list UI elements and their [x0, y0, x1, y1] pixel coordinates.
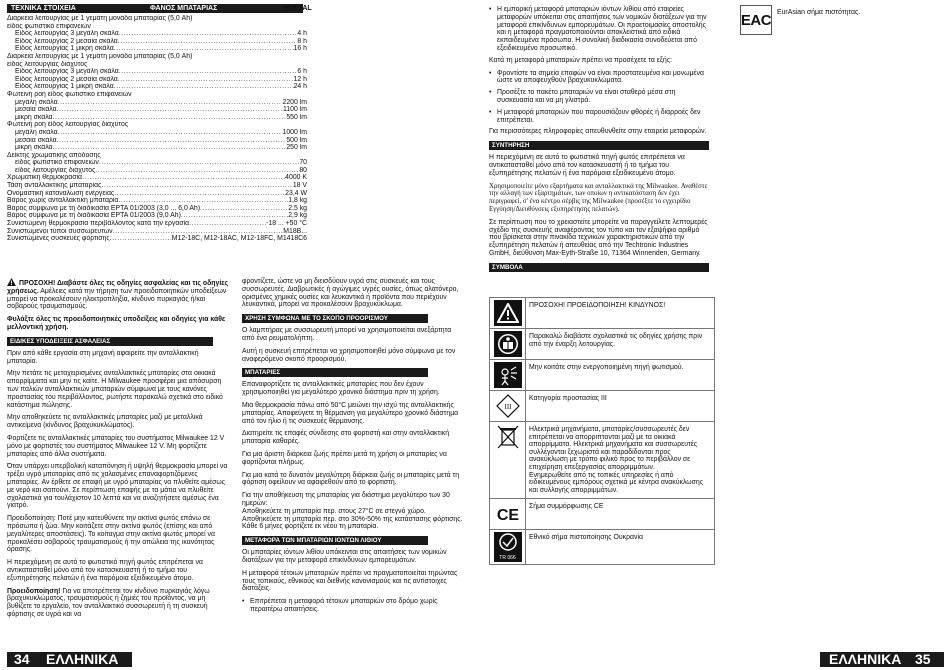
paragraph: Σε περίπτωση που το χρειαστείτε μπορείτε να παραγγείλετε λεπτομερές σχέδιο της συσκευής αναφέροντας τον τύπο και τον εξαψήφιο αριθμό που βρίσκεται στην πινακίδα τεχνικών χαρακτηριστικών από την εξυπηρέτηση πελατών ή απευθείας από την Techtronic Industries GmbH, διεύθυνση Max-Eyth-Straße 10, 71364 Winnenden, Germany.: [489, 218, 708, 257]
symbols-table: [489, 297, 715, 565]
read-manual-icon: [494, 331, 522, 357]
spec-row: [7, 38, 307, 46]
spec-leader: [110, 235, 172, 243]
paragraph: Ο λαμπτήρας με συσσωρευτή μπορεί να χρησιμοποιείται ανεξάρτητα από ένα ρευματολήπτη.: [242, 327, 452, 342]
spec-value: 1,8 kg: [288, 197, 307, 205]
spec-row: [7, 91, 307, 99]
eac-mark-icon: [740, 5, 772, 35]
spec-row: [7, 137, 307, 145]
spec-value: 4000 K: [285, 174, 307, 182]
spec-leader: [58, 99, 283, 107]
paragraph: Για την αποθήκευση της μπαταρίας για διάστημα μεγαλύτερο των 30 ημερών: Αποθηκεύετε τη μπαταρία περ. στους 27°C σε στεγνό χώρο. Αποθηκεύετε τη μπαταρία περ. στο 30%-50% της κατάστασης φόρτισης. Κάθε 6 μήνες φορτίζετε εκ νέου τη μπαταρία.: [242, 492, 463, 531]
paragraph: Χρησιμοποιείτε μόνο εξαρτήματα και ανταλλακτικά της Milwaukee. Αναθέστε την αλλαγή των εξαρτημάτων, των οποίων η αντικατάσταση δεν έχει περιγραφεί, σ' ένα κέντρο σέρβις της Milwaukee (προσέξτε το εγχειρίδιο Εγγύηση/Διευθύνσεις εξυπηρέτησης πελατών).: [489, 182, 708, 213]
spec-value: 1000 lm: [282, 128, 307, 136]
bullet-item: • Προσέξτε το πακέτο μπαταριών να είναι σταθερό μέσα στη συσκευασία και να μη γλιστρά.: [489, 89, 711, 105]
spec-label: Είδος λειτουργίας 3 μεγάλη σκάλα: [15, 68, 119, 76]
spec-row: [7, 106, 307, 114]
paragraph: Η μεταφορά τέτοιων μπαταριών πρέπει να πραγματοποιείται τηρώντας τους τοπικούς, εθνικούς και διεθνής κανονισμούς και τις αντίστοιχες διατάξεις.: [242, 569, 458, 593]
spec-value: 12 h: [293, 75, 307, 83]
spec-row: [7, 144, 307, 152]
spec-label: Βάρος χωρίς ανταλλακτική μπαταρία: [7, 197, 119, 205]
warning-triangle-icon: [494, 300, 522, 326]
spec-value: 16 h: [293, 45, 307, 53]
paragraph: Η περιεχόμενη σε αυτό το φωτιστικό πηγή φωτός επιτρέπεται να αντικατασταθεί μόνο από τον κατασκευαστή ή το τμήμα του εξυπηρέτησης πελατών ή ένα παρόμοια εξειδικευμένο άτομο.: [7, 559, 203, 582]
spec-row: [7, 220, 307, 228]
paragraph: Πριν από κάθε εργασία στη μηχανή αφαιρείτε την ανταλλακτική μπαταρία.: [7, 349, 199, 365]
eac-text: EurAsian σήμα πιστότητας.: [777, 9, 861, 16]
spec-label: Είδος λειτουργίας 2 μεσαία σκάλα: [15, 75, 118, 83]
warning-body: Για να αποτρέπεται τον κίνδυνο πυρκαγιάς λόγω βραχυκυκλώματος, τραυματισμούς ή ζημιές του προϊόντος, να μη βυθίζετε το εργαλείο, τον ανταλλακτικό συσσωρευτή ή τη συσκευή φόρτισης σε υγρά και να: [7, 587, 210, 618]
paragraph: Προειδοποίηση: Ποτέ μην κατευθύνετε την ακτίνα φωτός επάνω σε πρόσωπα ή ζώα. Μην κοιτάζετε στην ακτίνα φωτός (επίσης και από μεγαλύτερες αποστάσεις). Το κοίταγμα στην ακτίνα φωτός μπορεί να προκαλέσει σοβαρούς τραυματισμούς ή την απώλεια της ικανότητας όρασης.: [7, 515, 215, 554]
spec-row: [7, 129, 307, 137]
spec-label: Φωτεινή ροή είδος λειτουργίας διάχυτος: [7, 121, 129, 129]
symbol-row: [490, 329, 715, 360]
paragraph: Επαναφορτίζετε τις ανταλλακτικές μπαταρίες που δεν έχουν χρησιμοποιηθεί για μεγαλύτερο χρονικό διάστημα πριν τη χρήση.: [242, 381, 440, 397]
spec-row: [7, 83, 307, 91]
spec-label: Δείκτης χρωματικής απόδοσης: [7, 151, 101, 159]
symbol-icon-cell: [490, 329, 526, 360]
spec-label: μεσαία σκάλα: [15, 106, 57, 114]
spec-label: Βάρος σύμφωνα με τη διαδικασία EPTA 01/2003 (3,0 ... 6,0 Ah): [7, 204, 201, 212]
spec-label: Συνιστώμενοι τύποι συσσωρευτών: [7, 227, 113, 235]
left-column-2: [242, 278, 464, 618]
bullet-item: • Η εμπορική μεταφορά μπαταριών ιόντων λιθίου από εταιρείες μεταφορών υπόκειται στις απαιτήσεις των νομικών διατάξεων για την μεταφορά επικίνδυνων εμπορευμάτων. Οι προετοιμασίες αποστολής και η μεταφορά πραγματοποιούνται αποκλειστικά από ειδικά εκπαιδευμένα πρόσωπα. Η συνολική διαδικασία συνοδεύεται από εξειδικευμένο προσωπικό.: [489, 6, 711, 53]
spec-label: είδος λειτουργίας διάχυτος: [7, 60, 88, 68]
warning-triangle-icon: [7, 278, 16, 286]
spec-value: M12-18C, M12-18AC, M12-18FC, M1418C6: [171, 235, 307, 243]
spec-leader: [101, 182, 292, 190]
spec-label: μεγάλη σκάλα: [15, 98, 58, 106]
symbol-description: Παρακαλώ διαβάστε σχολαστικά τις οδηγίες χρήσης πριν από την έναρξη λειτουργίας.: [526, 329, 715, 360]
symbol-icon-cell: [490, 422, 526, 499]
paragraph: Διατηρείτε τις επαφές σύνδεσης στο φορτιστή και στην ανταλλακτική μπαταρία καθαρές.: [242, 430, 450, 446]
spec-row: [7, 235, 307, 243]
spec-row: [7, 152, 307, 160]
spec-value: 2200 lm: [282, 98, 307, 106]
paragraph: Για μια κατά το δυνατόν μεγαλύτερη διάρκεια ζωής οι μπαταρίες μετά τη φόρτιση οφείλουν να αφαιρεθούν από το φορτιστή.: [242, 471, 460, 487]
symbol-description: Σήμα συμμόρφωσης CE: [526, 499, 715, 530]
right-column-1: [489, 6, 711, 276]
symbol-icon-cell: [490, 360, 526, 391]
spec-leader: [99, 159, 300, 167]
spec-leader: [113, 228, 284, 236]
spec-leader: [189, 220, 266, 228]
spec-leader: [58, 129, 283, 137]
paragraph: Κατά τη μεταφορά μπαταριών πρέπει να προσέχετε τα εξής:: [489, 56, 672, 64]
spec-row: [7, 15, 307, 23]
product-header: ΦΑΝΟΣ ΜΠΑΤΑΡΙΑΣ: [140, 4, 303, 13]
spec-leader: [114, 190, 285, 198]
spec-leader: [119, 30, 298, 38]
spec-row: [7, 114, 307, 122]
spec-label: Είδος λειτουργίας 3 μεγάλη σκάλα: [15, 30, 119, 38]
section-batteries: ΜΠΑΤΑΡΙΕΣ: [242, 368, 428, 377]
spec-label: Ονομαστική καταναλωση ενέργειας: [7, 189, 115, 197]
page-number-right: 35: [915, 651, 931, 667]
spec-leader: [181, 212, 288, 220]
spec-leader: [114, 45, 294, 53]
keep-instructions: Φυλάξτε όλες τις προειδοποιητικές υποδείξεις και οδηγίες για κάθε μελλοντική χρήση.: [7, 316, 226, 331]
spec-value: -18 ... +50 °C: [266, 220, 307, 228]
paragraph: Μια θερμοκρασία πάνω από 50°C μειώνει την ισχύ της ανταλλακτικής μπαταρίας. Αποφεύγετε τη θέρμανση για μεγαλύτερο χρονικό διάστημα από τον ήλιο ή τις συσκευές θέρμανσης.: [242, 401, 459, 425]
spec-value: 70: [299, 159, 307, 167]
spec-label: Διάρκεια λειτουργίας με 1 γεμάτη μονάδα μπαταρίας (5,0 Ah): [7, 52, 193, 60]
spec-value: 1100 lm: [282, 106, 307, 114]
spec-row: [7, 159, 307, 167]
spec-leader: [119, 68, 298, 76]
spec-row: [7, 76, 307, 84]
symbol-description: Εθνικό σήμα πιστοποίησης Ουκρανία: [526, 530, 715, 565]
section-transport: ΜΕΤΑΦΟΡΑ ΤΩΝ ΜΠΑΤΑΡΙΩΝ ΙΟΝΤΩΝ ΛΙΘΙΟΥ: [242, 536, 428, 545]
section-symbols: ΣΥΜΒΟΛΑ: [489, 263, 709, 272]
spec-label: μικρή σκάλα: [15, 144, 53, 152]
paragraph: Φορτίζετε τις ανταλλακτικές μπαταρίες του συστήματος Milwaukee 12 V μόνο με φορτιστές του συστήματος Milwaukee 12 V. Μη φορτίζετε μπαταρίες από άλλα συστήματα.: [7, 434, 225, 458]
spec-leader: [200, 205, 288, 213]
paragraph: Μην αποθηκεύετε τις ανταλλακτικές μπαταρίες μαζί με μεταλλικά αντικείμενα (κίνδυνος βραχυκυκλώματος).: [7, 414, 203, 430]
spec-value: 18 V: [292, 182, 307, 190]
spec-row: [7, 190, 307, 198]
page-number-left: 34: [14, 651, 30, 667]
paragraph: Όταν υπάρχει υπερβολική καταπόνηση ή υψηλή θερμοκρασία μπορεί να τρέξει υγρό μπαταρίας από τις χαλασμένες επαναφορτιζόμενες μπαταρίες. Αν έρθετε σε επαφή με υγρό μπαταρίας να πλυθείτε αμέσως με νερό και σαπούνι. Σε περίπτωση επαφής με τα μάτια να πλυθείτε σχολαστικά για τουλάχιστον 10 λεπτά και να αναζητήσετε αμέσως ένα γιατρό.: [7, 463, 228, 510]
protection-class-iii-icon: [494, 393, 522, 419]
spec-row: [7, 61, 307, 69]
paragraph: Η περιεχόμενη σε αυτό το φωτιστικό πηγή φωτός επιτρέπεται να αντικατασταθεί μόνο από τον κατασκευαστή ή το τμήμα του εξυπηρέτησης πελατών ή ένα παρόμοια εξειδικευμένο άτομο.: [489, 154, 685, 177]
spec-row: [7, 121, 307, 129]
section-maintenance: ΣΥΝΤΗΡΗΣΗ: [489, 141, 709, 150]
spec-leader: [114, 83, 294, 91]
symbol-row: [490, 422, 715, 499]
bullet-item: • Η μεταφορά μπαταριών που παρουσιάζουν φθορές ή διαρροές δεν επιτρέπεται.: [489, 109, 711, 125]
spec-label: Βάρος σύμφωνα με τη διαδικασία EPTA 01/2003 (9,0 Ah): [7, 212, 181, 220]
spec-row: [7, 68, 307, 76]
spec-value: 6 h: [297, 68, 307, 76]
ce-mark-icon: [494, 501, 522, 527]
svg-text:III: III: [504, 403, 511, 411]
spec-row: [7, 167, 307, 175]
bullet-item: • Επιτρέπεται η μεταφορά τέτοιων μπαταριών στο δρόμο χωρίς περαιτέρω απαιτήσεις.: [242, 598, 464, 614]
language-label-left: ΕΛΛΗΝΙΚΑ: [46, 651, 119, 667]
spec-label: Είδος λειτουργίας 1 μικρή σκάλα: [15, 45, 114, 53]
spec-label: μεγάλη σκάλα: [15, 128, 58, 136]
symbol-description: Μην κοιτάτε στην ενεργοποιημένη πηγή φωτισμού.: [526, 360, 715, 391]
spec-row: [7, 99, 307, 107]
spec-label: Χρωματική θερμοκρασία: [7, 174, 83, 182]
right-page: [475, 0, 950, 670]
spec-leader: [118, 76, 294, 84]
spec-value: 80: [299, 166, 307, 174]
ukraine-conformity-icon: [494, 532, 522, 562]
spec-value: 8 h: [297, 37, 307, 45]
symbol-row: [490, 530, 715, 565]
spec-row: [7, 212, 307, 220]
spec-value: 2,5 kg: [288, 204, 307, 212]
spec-label: μικρή σκάλα: [15, 113, 53, 121]
section-safety: ΕΙΔΙΚΕΣ ΥΠΟΔΕΙΞΕΙΣ ΑΣΦΑΛΕΙΑΣ: [7, 337, 213, 346]
tech-data-header: ΤΕΧΝΙΚΑ ΣΤΟΙΧΕΙΑ: [7, 4, 145, 13]
symbol-icon-cell: [490, 298, 526, 329]
spec-leader: [57, 106, 283, 114]
spec-value: 250 lm: [286, 144, 307, 152]
weee-bin-icon: [494, 424, 522, 450]
language-label-right: ΕΛΛΗΝΙΚΑ: [829, 651, 902, 667]
warning-bold: ΠΡΟΣΟΧΗ! Διαβάστε όλες τις οδηγίες ασφαλείας και τις οδηγίες χρήσεως.: [7, 280, 229, 295]
symbol-description: Κατηγορία προστασίας III: [526, 391, 715, 422]
spec-label: Είδος λειτουργίας 1 μικρή σκάλα: [15, 83, 114, 91]
warning-text: Αμέλειες κατά την τήρηση των προειδοποιητικών υποδείξεων μπορεί να προκαλέσουν ηλεκτροπληξία, κίνδυνο πυρκαγιάς ή/και σοβαρούς τραυματισμούς.: [7, 287, 227, 311]
symbol-row: [490, 391, 715, 422]
spec-row: [7, 197, 307, 205]
symbol-icon-cell: [490, 499, 526, 530]
spec-row: [7, 23, 307, 31]
symbol-description: Ηλεκτρικά μηχανήματα, μπαταρίες/συσσωρευτές δεν επιτρέπεται να απορριπτονται μαζί με τα οικιακά απορρίμματα. Ηλεκτρικά μηχανήματα και συσσωρευτές συλλέγονται ξεχωριστά και παραδίδονται προς ανακύκλωση με τρόπο φιλικό προς το περιβάλλον σε επιχείρηση επεξεργασίας απορριμμάτων. Ενημερωθείτε από τις τοπικές υπηρεσίες ή από ειδικευμένους εμπόρους σχετικά με κέντρα ανακύκλωσης και συλλογής απορριμμάτων.: [526, 422, 715, 499]
symbol-icon-cell: [490, 530, 526, 565]
do-not-stare-icon: [494, 362, 522, 388]
general-warning: [7, 278, 229, 311]
paragraph: [7, 588, 229, 619]
paragraph: Για περισσότερες πληροφορίες απευθυνθείτε στην εταιρεία μεταφορών.: [489, 128, 707, 136]
symbol-row: [490, 499, 715, 530]
spec-row: [7, 45, 307, 53]
spec-row: [7, 228, 307, 236]
spec-value: M18B...: [283, 227, 307, 235]
spec-row: [7, 205, 307, 213]
symbol-row: [490, 360, 715, 391]
paragraph: Μην πετάτε τις μεταχειρισμένες ανταλλακτικές μπαταρίες στα οικιακά απορρίμματα και μην τις καίτε. Η Milwaukee προσφέρει μια απόσυρση των παλιών ανταλλακτικών μπαταριών σύμφωνα με τους κανόνες προστασίας του περιβάλλοντος, ρωτήστε παρακαλώ σχετικά στο ειδικό κατάστημα πώλησης.: [7, 370, 223, 409]
spec-row: [7, 30, 307, 38]
warning-label: Προειδοποίηση!: [7, 587, 61, 595]
spec-label: είδος φωτιστικό επιφανειών: [7, 22, 91, 30]
spec-value: 2,9 kg: [288, 212, 307, 220]
paragraph: Αυτή η συσκευή επιτρέπεται να χρησιμοποιηθεί μόνο σύμφωνα με τον αναφερόμενο σκοπό προορισμού.: [242, 347, 456, 363]
symbol-row: [490, 298, 715, 329]
spec-row: [7, 174, 307, 182]
left-column-1: [7, 278, 229, 624]
symbol-icon-cell: [490, 391, 526, 422]
symbol-description: ΠΡΟΣΟΧΗ! ΠΡΟΕΙΔΟΠΟΙΗΣΗ! ΚΙΝΔΥΝΟΣ!: [526, 298, 715, 329]
section-intended-use: ΧΡΗΣΗ ΣΥΜΦΩΝΑ ΜΕ ΤΟ ΣΚΟΠΟ ΠΡΟΟΡΙΣΜΟΥ: [242, 314, 428, 323]
spec-leader: [95, 167, 299, 175]
spec-leader: [82, 174, 285, 182]
spec-value: 4 h: [297, 30, 307, 38]
spec-label: Διάρκεια λειτουργίας με 1 γεμάτη μονάδα μπαταρίας (5,0 Ah): [7, 15, 193, 22]
left-footer: [0, 650, 475, 670]
conformity-code: TR 066: [499, 555, 516, 562]
spec-value: 24 h: [293, 83, 307, 91]
spec-leader: [53, 114, 287, 122]
spec-label: είδος λειτουργίας διάχυτος: [15, 166, 96, 174]
spec-label: Συνιστώμενη θερμοκρασία περιβάλλοντος κατά την εργασία: [7, 220, 190, 228]
spec-label: είδος φωτιστικό επιφανειών: [15, 159, 99, 167]
spec-row: [7, 53, 307, 61]
spec-leader: [118, 38, 298, 46]
spec-label: Συνιστώμενες συσκευές φόρτισης: [7, 235, 110, 243]
paragraph: Για μια άριστη διάρκεια ζωής πρέπει μετά τη χρήση οι μπαταρίες να φορτίζονται πλήρως.: [242, 450, 447, 466]
spec-table: [7, 15, 307, 243]
spec-label: Τάση ανταλλακτικής μπαταρίας: [7, 182, 102, 190]
spec-leader: [53, 144, 287, 152]
spec-value: 23,4 W: [285, 189, 307, 197]
bullet-item: • Φροντίστε τα σημεία επαφών να είναι προστατευμένα και μονωμένα ώστε να αποφευχθούν βραχυκυκλώματα.: [489, 70, 711, 86]
spec-label: Φωτεινή ροή είδος φωτιστικό επιφανειών: [7, 90, 132, 98]
eac-logo: EAC: [740, 11, 772, 29]
model-name: M18 TAL: [283, 5, 312, 12]
spec-value: 500 lm: [286, 136, 307, 144]
spec-leader: [118, 197, 288, 205]
right-footer: [475, 650, 950, 670]
spec-row: [7, 182, 307, 190]
spec-label: μεσαία σκάλα: [15, 136, 57, 144]
spec-value: 550 lm: [286, 113, 307, 121]
spec-label: Είδος λειτουργίας 2 μεσαία σκάλα: [15, 37, 118, 45]
paragraph: Οι μπαταρίες ιόντων λιθίου υπόκεινται στις απαιτήσεις των νομικών διατάξεων για την μεταφορά επικίνδυνων εμπορευμάτων.: [242, 549, 447, 564]
spec-leader: [57, 137, 287, 145]
paragraph: φροντίζετε, ώστε να μη διεισδύουν υγρά στις συσκευές και τους συσσωρευτές. Διαβρωτικές ή αγώγιμες υγρές ουσίες, όπως αλατόνερο, ορισμένες χημικές ουσίες και λευκαντικά ή προϊόντα που περιέχουν λευκαντικά, μπορεί να προκαλέσουν βραχυκύκλωμα.: [242, 278, 459, 309]
svg-text:CE: CE: [496, 507, 519, 525]
